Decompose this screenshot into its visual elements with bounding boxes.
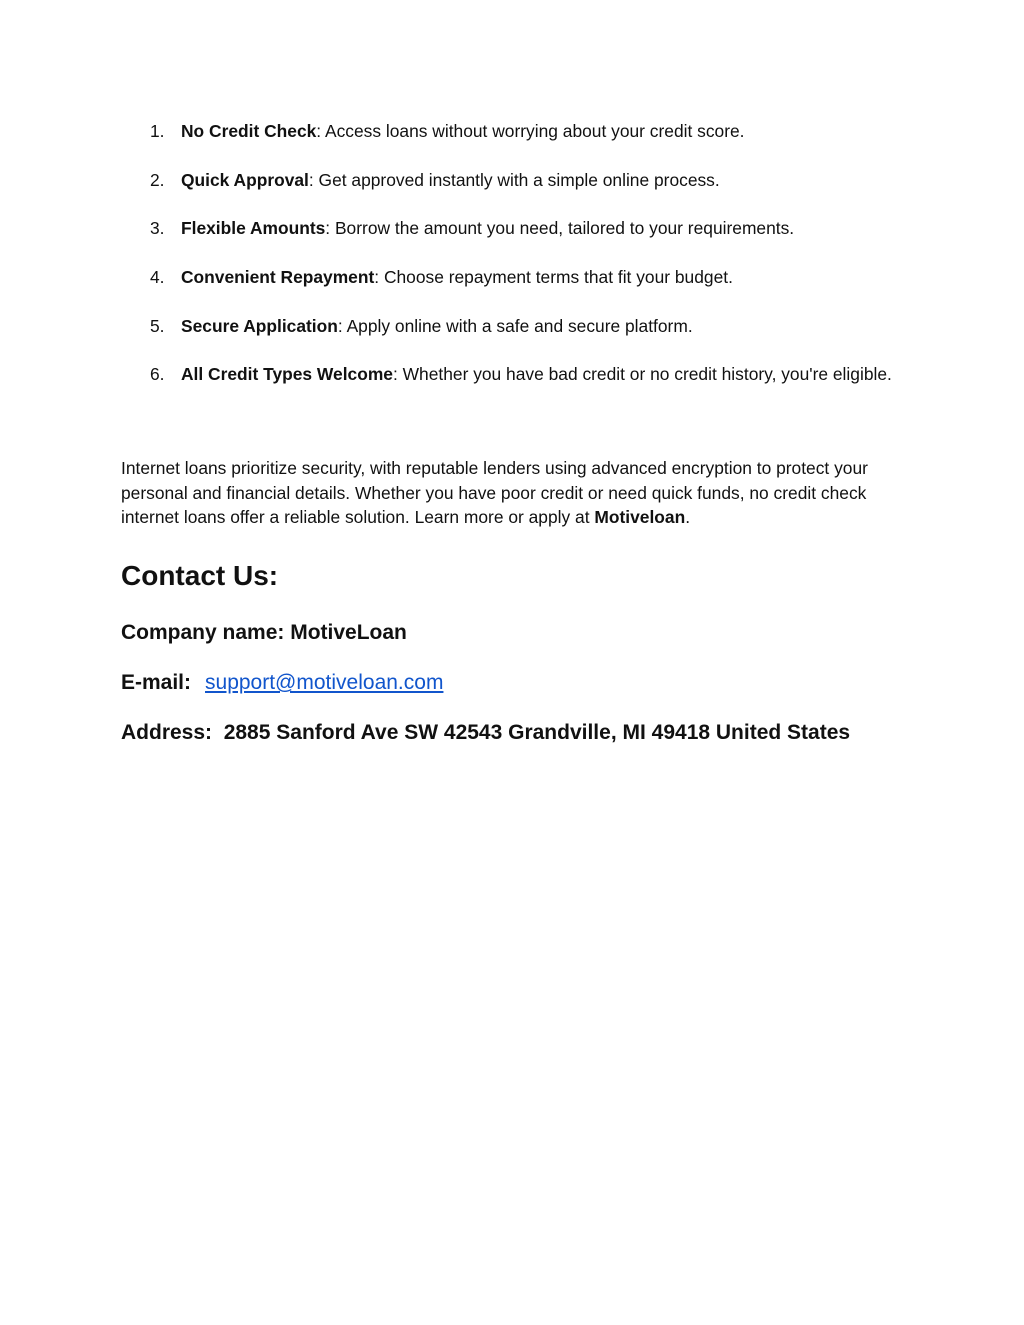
list-number: 4. <box>150 267 165 288</box>
company-line <box>121 619 407 647</box>
address-line <box>121 719 850 747</box>
benefit-title: Quick Approval <box>181 169 309 190</box>
benefit-text: : Choose repayment terms that fit your budget. <box>374 267 733 288</box>
address-value: 2885 Sanford Ave SW 42543 Grandville, MI 49418 United States <box>223 721 851 744</box>
paragraph-end: . <box>685 507 691 527</box>
security-paragraph <box>121 456 911 530</box>
benefit-text: : Whether you have bad credit or no credit history, you're eligible. <box>392 364 892 385</box>
list-number: 3. <box>150 218 165 239</box>
list-item <box>121 314 911 339</box>
list-item <box>121 216 911 241</box>
email-link[interactable]: support@motiveloan.com <box>205 671 444 694</box>
benefit-text: : Access loans without worrying about your credit score. <box>316 121 745 141</box>
benefit-title: No Credit Check <box>181 121 317 141</box>
list-item <box>121 119 911 144</box>
contact-heading: Contact Us: <box>121 560 279 591</box>
company-label: Company name: MotiveLoan <box>121 621 407 644</box>
list-item <box>121 265 911 290</box>
benefit-text: : Borrow the amount you need, tailored to your requirements. <box>325 218 795 239</box>
email-label: E-mail: <box>121 671 192 694</box>
list-item <box>121 168 911 193</box>
address-label: Address: <box>121 721 213 744</box>
list-number: 2. <box>150 169 165 190</box>
benefit-title: All Credit Types Welcome <box>181 364 393 385</box>
benefit-title: Secure Application <box>181 315 338 336</box>
benefit-text: : Apply online with a safe and secure platform. <box>337 315 693 336</box>
list-item <box>121 362 911 387</box>
list-number: 5. <box>150 315 165 336</box>
benefit-title: Flexible Amounts <box>181 218 326 239</box>
benefit-text: : Get approved instantly with a simple online process. <box>308 169 720 190</box>
benefit-title: Convenient Repayment <box>181 267 375 288</box>
email-line <box>121 669 443 697</box>
list-number: 6. <box>150 364 165 385</box>
brand-name: Motiveloan <box>594 507 686 527</box>
paragraph-text: Internet loans prioritize security, with reputable lenders using advanced encryption to protect your personal and financial details. Whether you have poor credit or need quick funds, no credit check internet loans offer a reliable solution. Learn more or apply at <box>121 458 868 527</box>
list-number: 1. <box>150 121 165 141</box>
benefits-list <box>121 119 911 411</box>
